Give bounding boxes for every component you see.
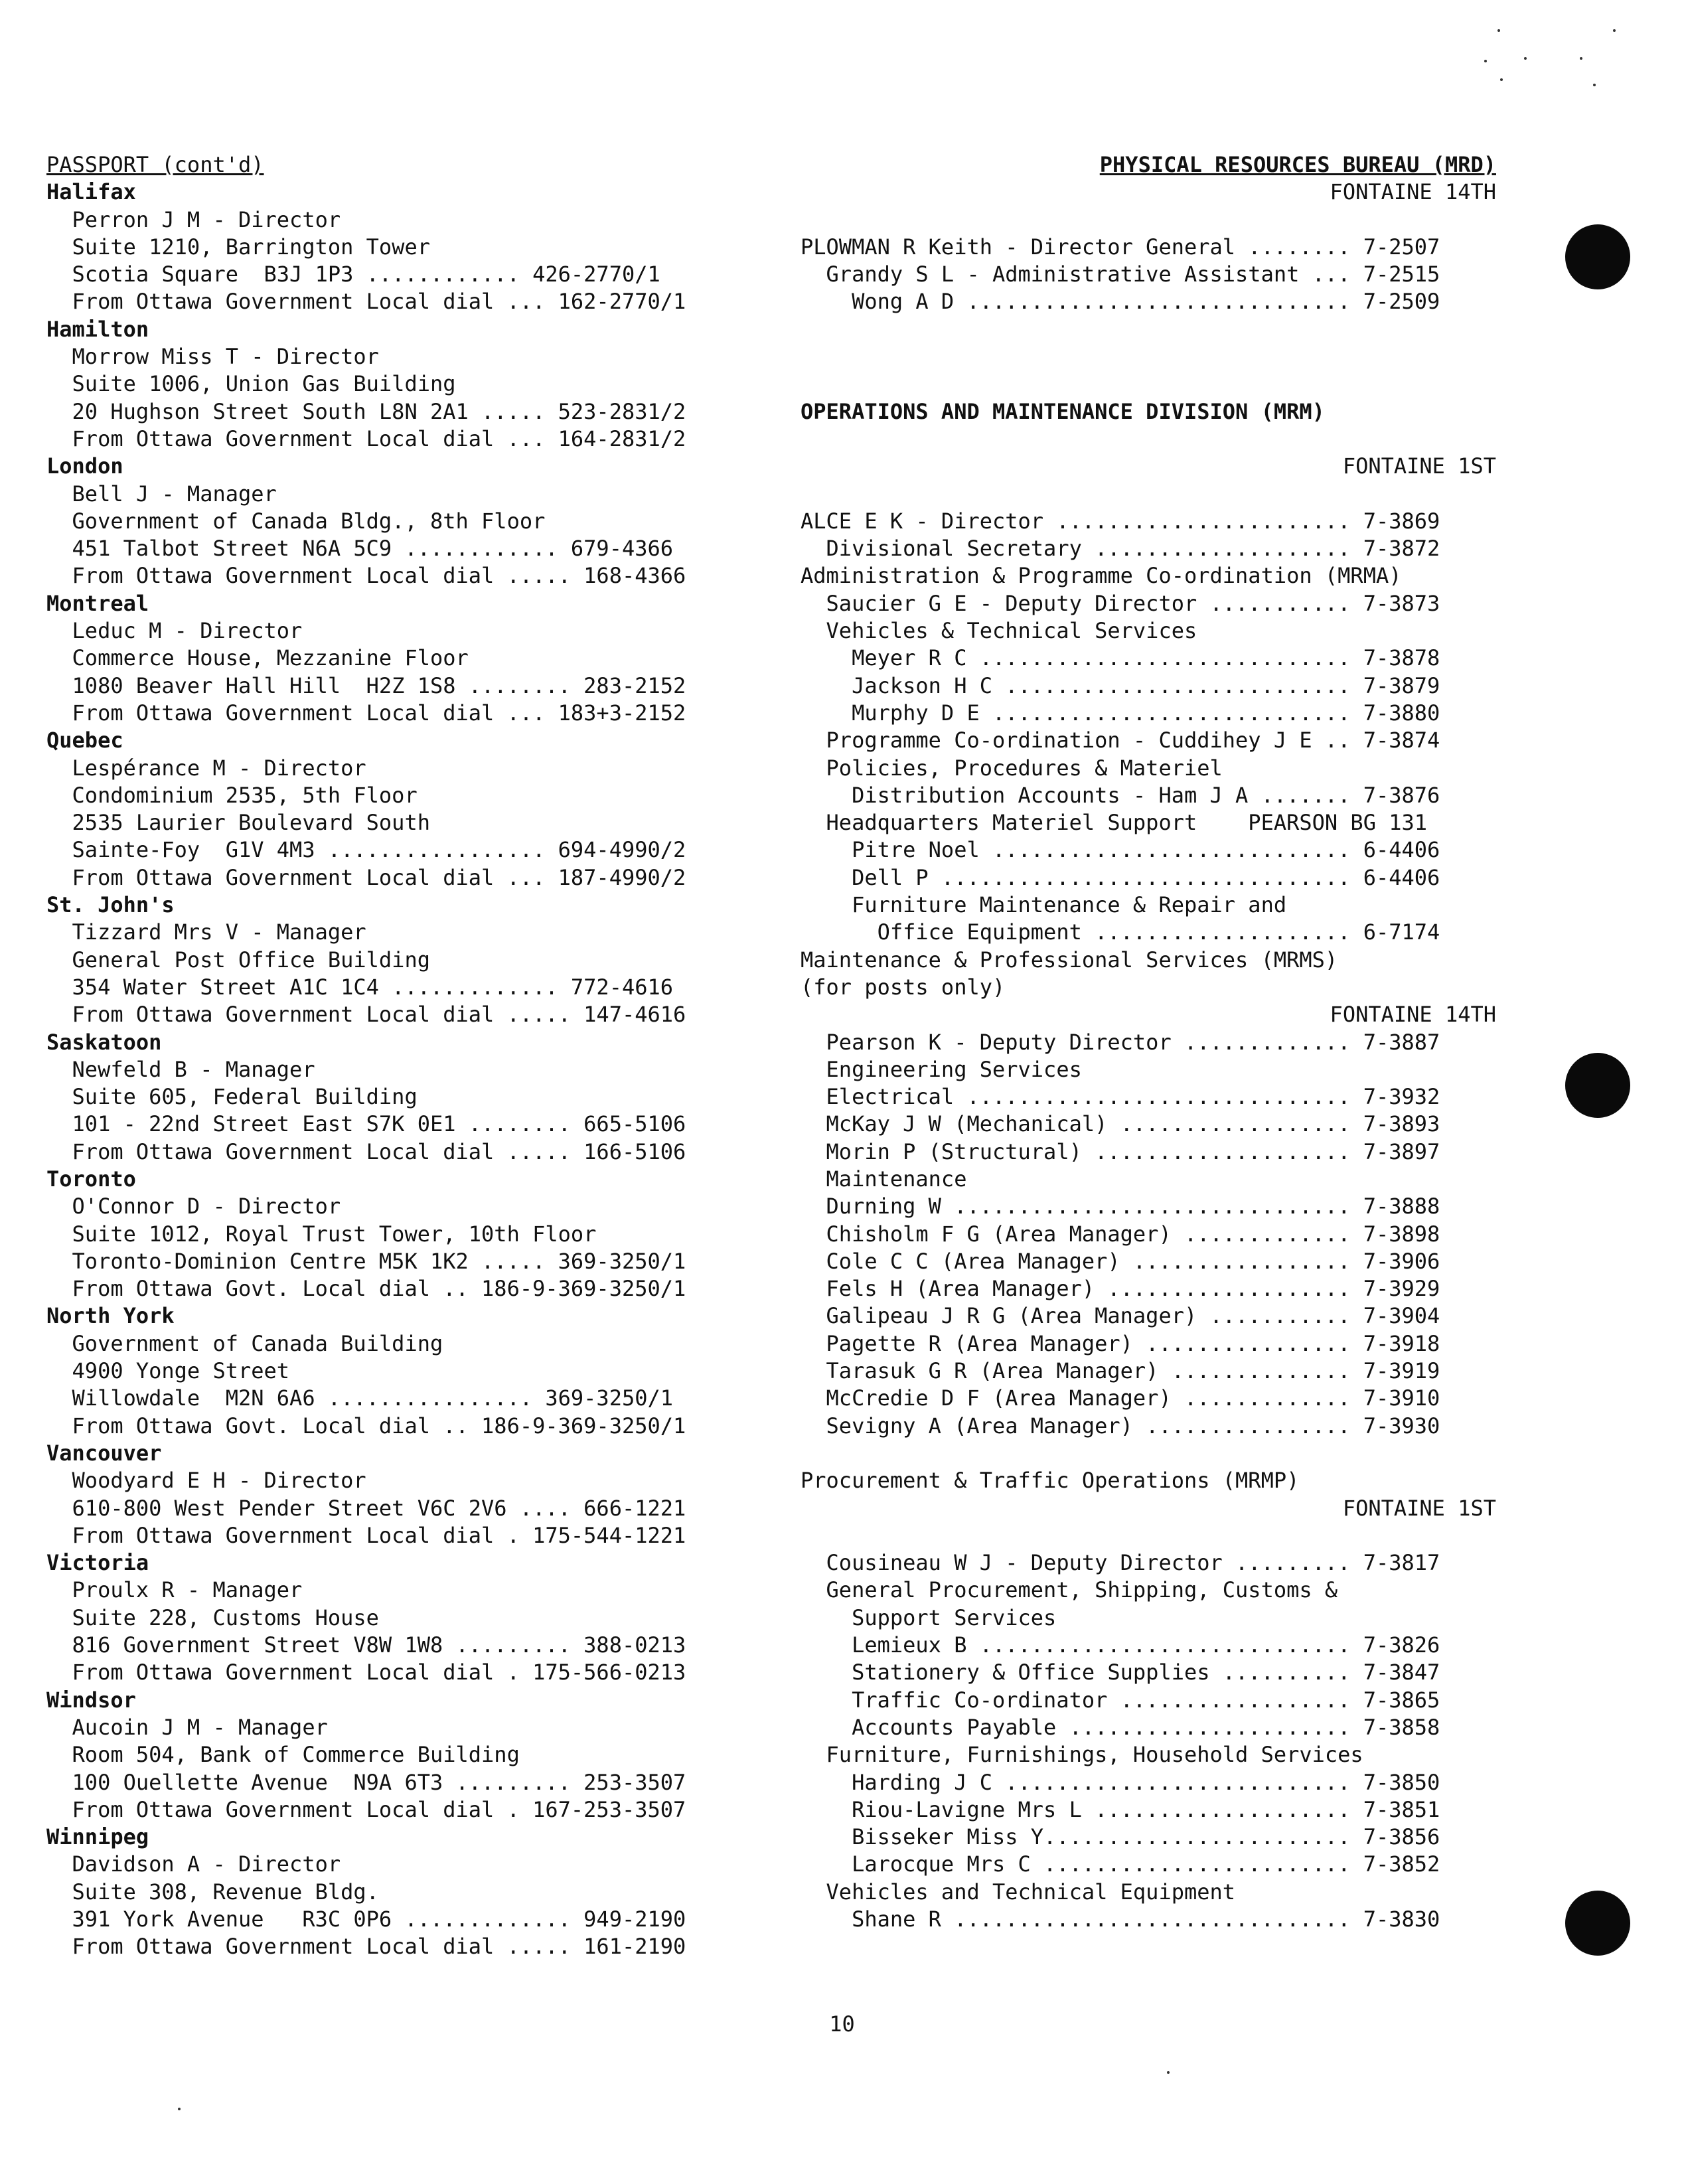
scan-speck: [1580, 57, 1582, 60]
entry-line: Support Services: [801, 1604, 1057, 1630]
entry-line: 391 York Avenue R3C 0P6 ............. 949-2190: [46, 1907, 686, 1932]
entry-line: Accounts Payable ...................... 7-3858: [801, 1714, 1440, 1740]
entry-line: Newfeld B - Manager: [46, 1056, 315, 1082]
entry-line: 2535 Laurier Boulevard South: [46, 810, 430, 836]
location-label: FONTAINE 1ST: [1342, 453, 1496, 479]
scan-speck: [1167, 2071, 1170, 2074]
scan-speck: [1613, 29, 1616, 32]
entry-line: Suite 1006, Union Gas Building: [46, 371, 456, 397]
entry-line: Leduc M - Director: [46, 618, 303, 644]
city-heading: Halifax: [46, 179, 136, 205]
entry-line: From Ottawa Govt. Local dial .. 186-9-369-3250/1: [46, 1276, 686, 1302]
entry-line: McCredie D F (Area Manager) ............. 7-3910: [801, 1385, 1440, 1411]
entry-line: Murphy D E ............................ 7-3880: [801, 700, 1440, 726]
entry-line: Government of Canada Building: [46, 1330, 443, 1356]
entry-line: 4900 Yonge Street: [46, 1358, 290, 1384]
blank-line: [801, 1522, 1496, 1549]
blank-line: [801, 343, 1496, 370]
entry-line: Dell P ................................ 6-4406: [801, 864, 1440, 890]
entry-line: Suite 1210, Barrington Tower: [46, 234, 430, 260]
entry-line: From Ottawa Government Local dial . 175-566-0213: [46, 1660, 686, 1685]
entry-line: Wong A D .............................. 7-2509: [801, 289, 1440, 315]
entry-line: From Ottawa Government Local dial . 167-253-3507: [46, 1796, 686, 1822]
entry-line: PLOWMAN R Keith - Director General ........ 7-2507: [801, 234, 1440, 260]
entry-line: 20 Hughson Street South L8N 2A1 ..... 523-2831/2: [46, 398, 686, 424]
punch-hole: [1565, 1053, 1630, 1118]
entry-line: Chisholm F G (Area Manager) ............. 7-3898: [801, 1221, 1440, 1247]
scan-speck: [1593, 84, 1596, 86]
entry-line: 354 Water Street A1C 1C4 ............. 772-4616: [46, 974, 674, 1000]
entry-line: 101 - 22nd Street East S7K 0E1 ........ 665-5106: [46, 1111, 686, 1137]
left-entries: [46, 179, 750, 1960]
entry-line: Government of Canada Bldg., 8th Floor: [46, 508, 546, 534]
entry-line: Headquarters Materiel Support PEARSON BG 131: [801, 810, 1428, 836]
entry-line: Bisseker Miss Y........................ 7-3856: [801, 1824, 1440, 1850]
punch-hole: [1565, 224, 1630, 289]
entry-line: 100 Ouellette Avenue N9A 6T3 ......... 253-3507: [46, 1769, 686, 1795]
entry-line: Grandy S L - Administrative Assistant ... 7-2515: [801, 262, 1440, 287]
entry-line: From Ottawa Govt. Local dial .. 186-9-369-3250/1: [46, 1413, 686, 1439]
entry-line: Shane R ............................... 7-3830: [801, 1907, 1440, 1932]
entry-line: General Procurement, Shipping, Customs &: [801, 1577, 1338, 1603]
entry-line: Engineering Services: [801, 1056, 1082, 1082]
entry-line: Lespérance M - Director: [46, 755, 366, 781]
entry-line: Aucoin J M - Manager: [46, 1714, 328, 1740]
city-heading: Winnipeg: [46, 1824, 149, 1850]
entry-line: From Ottawa Government Local dial . 175-544-1221: [46, 1522, 686, 1548]
blank-line: [801, 481, 1496, 508]
entry-line: Durning W ............................... 7-3888: [801, 1194, 1440, 1219]
entry-line: Woodyard E H - Director: [46, 1468, 366, 1494]
entry-line: Scotia Square B3J 1P3 ............ 426-2770/1: [46, 262, 660, 287]
entry-line: Fels H (Area Manager) ................... 7-3929: [801, 1276, 1440, 1302]
scan-speck: [1500, 78, 1503, 81]
entry-line: Condominium 2535, 5th Floor: [46, 782, 418, 808]
entry-line: 1080 Beaver Hall Hill H2Z 1S8 ........ 283-2152: [46, 672, 686, 698]
scan-speck: [1524, 57, 1527, 60]
entry-line: ALCE E K - Director ....................... 7-3869: [801, 508, 1440, 534]
entry-line: Galipeau J R G (Area Manager) ........... 7-3904: [801, 1303, 1440, 1329]
entry-line: Pearson K - Deputy Director ............. 7-3887: [801, 1029, 1440, 1055]
left-column-header: PASSPORT (cont'd): [46, 152, 264, 177]
entry-line: Office Equipment .................... 6-7174: [801, 919, 1440, 945]
entry-line: Suite 1012, Royal Trust Tower, 10th Floor: [46, 1221, 597, 1247]
city-heading: Hamilton: [46, 316, 149, 342]
entry-line: Morrow Miss T - Director: [46, 344, 379, 370]
right-entries: [801, 151, 1496, 1933]
blank-line: [801, 206, 1496, 234]
entry-line: Cole C C (Area Manager) ................. 7-3906: [801, 1248, 1440, 1274]
entry-line: Divisional Secretary .................... 7-3872: [801, 536, 1440, 562]
entry-line: Commerce House, Mezzanine Floor: [46, 645, 469, 671]
entry-line: Toronto-Dominion Centre M5K 1K2 ..... 369-3250/1: [46, 1248, 686, 1274]
entry-line: O'Connor D - Director: [46, 1194, 341, 1219]
location-label: FONTAINE 14TH: [1330, 179, 1496, 205]
entry-line: Tizzard Mrs V - Manager: [46, 919, 366, 945]
city-heading: St. John's: [46, 892, 175, 918]
entry-line: Procurement & Traffic Operations (MRMP): [801, 1468, 1300, 1494]
entry-line: Harding J C ........................... 7-3850: [801, 1769, 1440, 1795]
entry-line: From Ottawa Government Local dial ... 183+3-2152: [46, 700, 686, 726]
entry-line: (for posts only): [801, 974, 1006, 1000]
entry-line: Pagette R (Area Manager) ................ 7-3918: [801, 1330, 1440, 1356]
entry-line: Suite 228, Customs House: [46, 1604, 379, 1630]
entry-line: Programme Co-ordination - Cuddihey J E .. 7-3874: [801, 728, 1440, 753]
entry-line: Lemieux B ............................. 7-3826: [801, 1632, 1440, 1658]
city-heading: Vancouver: [46, 1440, 162, 1466]
city-heading: Saskatoon: [46, 1029, 162, 1055]
entry-line: Davidson A - Director: [46, 1851, 341, 1877]
punch-hole: [1565, 1891, 1630, 1956]
entry-line: Furniture Maintenance & Repair and: [801, 892, 1287, 918]
entry-line: From Ottawa Government Local dial ... 164-2831/2: [46, 426, 686, 451]
blank-line: [801, 316, 1496, 343]
left-column: [46, 151, 750, 1961]
entry-line: Electrical .............................. 7-3932: [801, 1084, 1440, 1110]
blank-line: [801, 370, 1496, 398]
entry-line: Distribution Accounts - Ham J A ....... 7-3876: [801, 782, 1440, 808]
scan-speck: [1484, 60, 1487, 62]
entry-line: Willowdale M2N 6A6 ................ 369-3250/1: [46, 1385, 674, 1411]
entry-line: From Ottawa Government Local dial ..... 161-2190: [46, 1934, 686, 1960]
entry-line: From Ottawa Government Local dial ..... 168-4366: [46, 563, 686, 589]
entry-line: From Ottawa Government Local dial ..... 147-4616: [46, 1002, 686, 1028]
city-heading: Quebec: [46, 728, 123, 753]
entry-line: Room 504, Bank of Commerce Building: [46, 1742, 520, 1768]
page-number: 10: [829, 2011, 855, 2037]
entry-line: McKay J W (Mechanical) .................. 7-3893: [801, 1111, 1440, 1137]
location-label: FONTAINE 14TH: [1330, 1002, 1496, 1028]
section-heading: PHYSICAL RESOURCES BUREAU (MRD): [1099, 152, 1496, 177]
entry-line: Vehicles & Technical Services: [801, 618, 1197, 644]
entry-line: Traffic Co-ordinator .................. 7-3865: [801, 1687, 1440, 1713]
entry-line: Stationery & Office Supplies .......... 7-3847: [801, 1660, 1440, 1685]
blank-line: [801, 1440, 1496, 1467]
entry-line: Pitre Noel ............................ 6-4406: [801, 837, 1440, 863]
entry-line: Cousineau W J - Deputy Director ......... 7-3817: [801, 1550, 1440, 1576]
entry-line: Tarasuk G R (Area Manager) .............. 7-3919: [801, 1358, 1440, 1384]
entry-line: Policies, Procedures & Materiel: [801, 755, 1223, 781]
entry-line: Maintenance & Professional Services (MRMS): [801, 947, 1338, 973]
entry-line: Meyer R C ............................. 7-3878: [801, 645, 1440, 671]
city-heading: Windsor: [46, 1687, 136, 1713]
entry-line: From Ottawa Government Local dial ... 187-4990/2: [46, 864, 686, 890]
city-heading: Toronto: [46, 1166, 136, 1192]
city-heading: North York: [46, 1303, 175, 1329]
entry-line: Sevigny A (Area Manager) ................ 7-3930: [801, 1413, 1440, 1439]
entry-line: Furniture, Furnishings, Household Services: [801, 1742, 1363, 1768]
entry-line: Suite 308, Revenue Bldg.: [46, 1879, 379, 1905]
city-heading: Victoria: [46, 1550, 149, 1576]
entry-line: Sainte-Foy G1V 4M3 ................. 694-4990/2: [46, 837, 686, 863]
section-heading: OPERATIONS AND MAINTENANCE DIVISION (MRM): [801, 398, 1325, 424]
right-column: [801, 151, 1496, 1933]
entry-line: 610-800 West Pender Street V6C 2V6 .... 666-1221: [46, 1495, 686, 1521]
entry-line: Vehicles and Technical Equipment: [801, 1879, 1236, 1905]
entry-line: From Ottawa Government Local dial ..... 166-5106: [46, 1138, 686, 1164]
entry-line: Administration & Programme Co-ordination (MRMA): [801, 563, 1402, 589]
entry-line: Bell J - Manager: [46, 481, 277, 507]
scan-speck: [1497, 29, 1500, 32]
location-label: FONTAINE 1ST: [1342, 1495, 1496, 1521]
entry-line: Suite 605, Federal Building: [46, 1084, 418, 1110]
entry-line: 451 Talbot Street N6A 5C9 ............ 679-4366: [46, 536, 674, 562]
entry-line: Morin P (Structural) .................... 7-3897: [801, 1138, 1440, 1164]
entry-line: Maintenance: [801, 1166, 967, 1192]
entry-line: Perron J M - Director: [46, 206, 341, 232]
entry-line: Jackson H C ........................... 7-3879: [801, 672, 1440, 698]
entry-line: Proulx R - Manager: [46, 1577, 303, 1603]
entry-line: Saucier G E - Deputy Director ........... 7-3873: [801, 590, 1440, 616]
entry-line: General Post Office Building: [46, 947, 430, 973]
entry-line: 816 Government Street V8W 1W8 ......... 388-0213: [46, 1632, 686, 1658]
blank-line: [801, 426, 1496, 453]
city-heading: London: [46, 453, 123, 479]
scan-speck: [178, 2108, 181, 2110]
entry-line: From Ottawa Government Local dial ... 162-2770/1: [46, 289, 686, 315]
entry-line: Larocque Mrs C ........................ 7-3852: [801, 1851, 1440, 1877]
entry-line: Riou-Lavigne Mrs L .................... 7-3851: [801, 1796, 1440, 1822]
city-heading: Montreal: [46, 590, 149, 616]
